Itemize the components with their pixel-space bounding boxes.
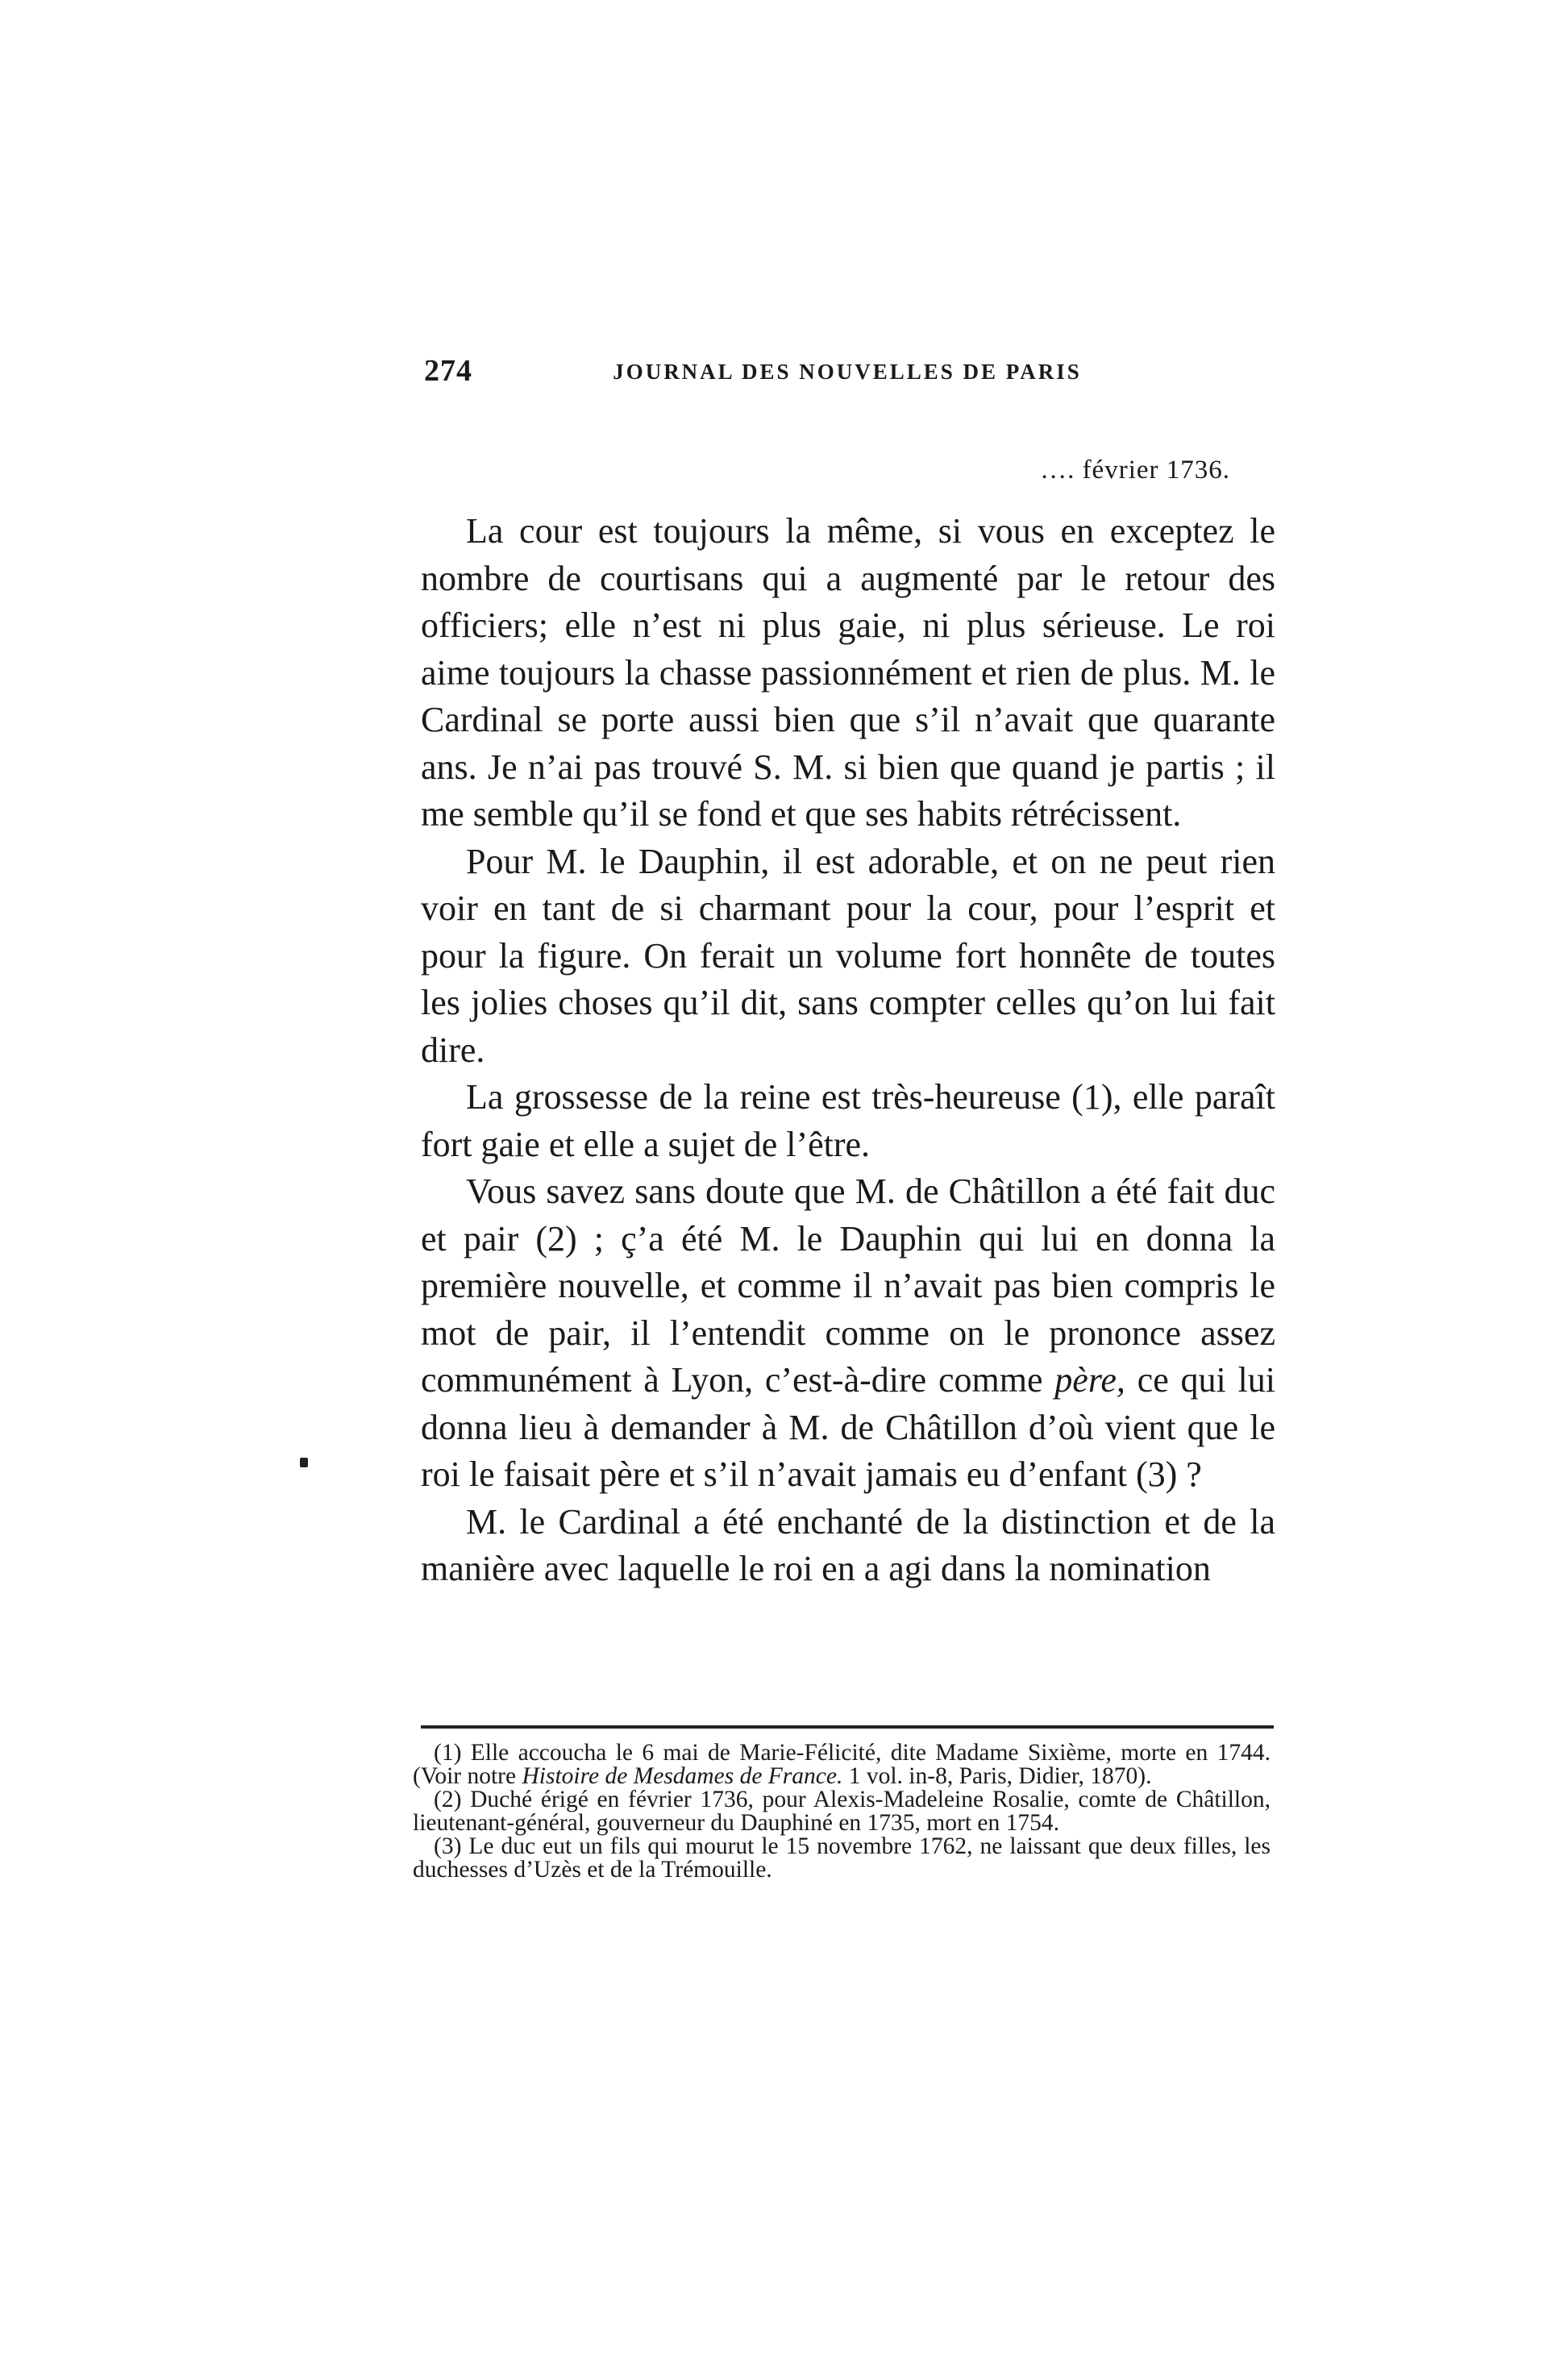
running-title: JOURNAL DES NOUVELLES DE PARIS [613,360,1082,384]
page-header [424,353,1271,402]
paragraph-2: Pour M. le Dauphin, il est adorable, et on ne peut rien voir en tant de si charmant pour la cour, pour l’esprit et pour la figure. On ferait un volume fort honnête de toutes les jolies choses qu’il dit, sans compter celles qu’on lui fait dire. [421,841,1275,1070]
footnote-divider [421,1725,1274,1729]
page-number: 274 [424,354,472,388]
footnote-1-text-a: (1) Elle accoucha le 6 mai de Marie-Félicité, dite Madame Sixième, morte en 1744. (Voir notre [413,1740,1271,1789]
paragraph-3: La grossesse de la reine est très-heureuse (1), elle paraît fort gaie et elle a sujet de l’être. [421,1077,1275,1164]
print-speck [300,1458,308,1467]
footnote-1-text-b: 1 vol. in-8, Paris, Didier, 1870). [842,1763,1152,1789]
paragraph-5: M. le Cardinal a été enchanté de la distinction et de la manière avec laquelle le roi en a agi dans la nomination [421,1501,1275,1588]
paragraph-4-italic: père, [1054,1360,1125,1400]
footnote-1-italic: Histoire de Mesdames de France. [522,1763,843,1789]
footnote-3: (3) Le duc eut un fils qui mourut le 15 novembre 1762, ne laissant que deux filles, les duchesses d’Uzès et de la Trémouille. [413,1833,1271,1883]
paragraph-4-text-b: ce qui lui donna lieu à demander à M. de Châtillon d’où vient que le roi le faisait père et s’il n’avait jamais eu d’enfant (3) ? [421,1360,1275,1494]
paragraph-4 [421,1168,1275,1499]
paragraph-1: La cour est toujours la même, si vous en exceptez le nombre de courtisans qui a augmenté par le retour des officiers; elle n’est ni plus gaie, ni plus sérieuse. Le roi aime toujours la chasse passionnément et rien de plus. M. le Cardinal se porte aussi bien que s’il n’avait que quarante ans. Je n’ai pas trouvé S. M. si bien que quand je partis ; il me semble qu’il se fond et que ses habits rétrécissent. [421,511,1275,834]
paragraph-4-text-a: Vous savez sans doute que M. de Châtillon a été fait duc et pair (2) ; ç’a été M. le Dauphin qui lui en donna la première nouvelle, et comme il n’avait pas bien compris le mot de pair, il l’entendit comme on le prononce assez communément à Lyon, c’est-à-dire comme [421,1171,1275,1400]
dateline: …. février 1736. [1040,456,1230,485]
footnote-1 [413,1741,1271,1788]
footnote-2: (2) Duché érigé en février 1736, pour Alexis-Madeleine Rosalie, comte de Châtillon, lieutenant-général, gouverneur du Dauphiné en 1735, mort en 1754. [413,1787,1271,1836]
footnotes [413,1741,1271,1882]
body-text [421,508,1275,1593]
